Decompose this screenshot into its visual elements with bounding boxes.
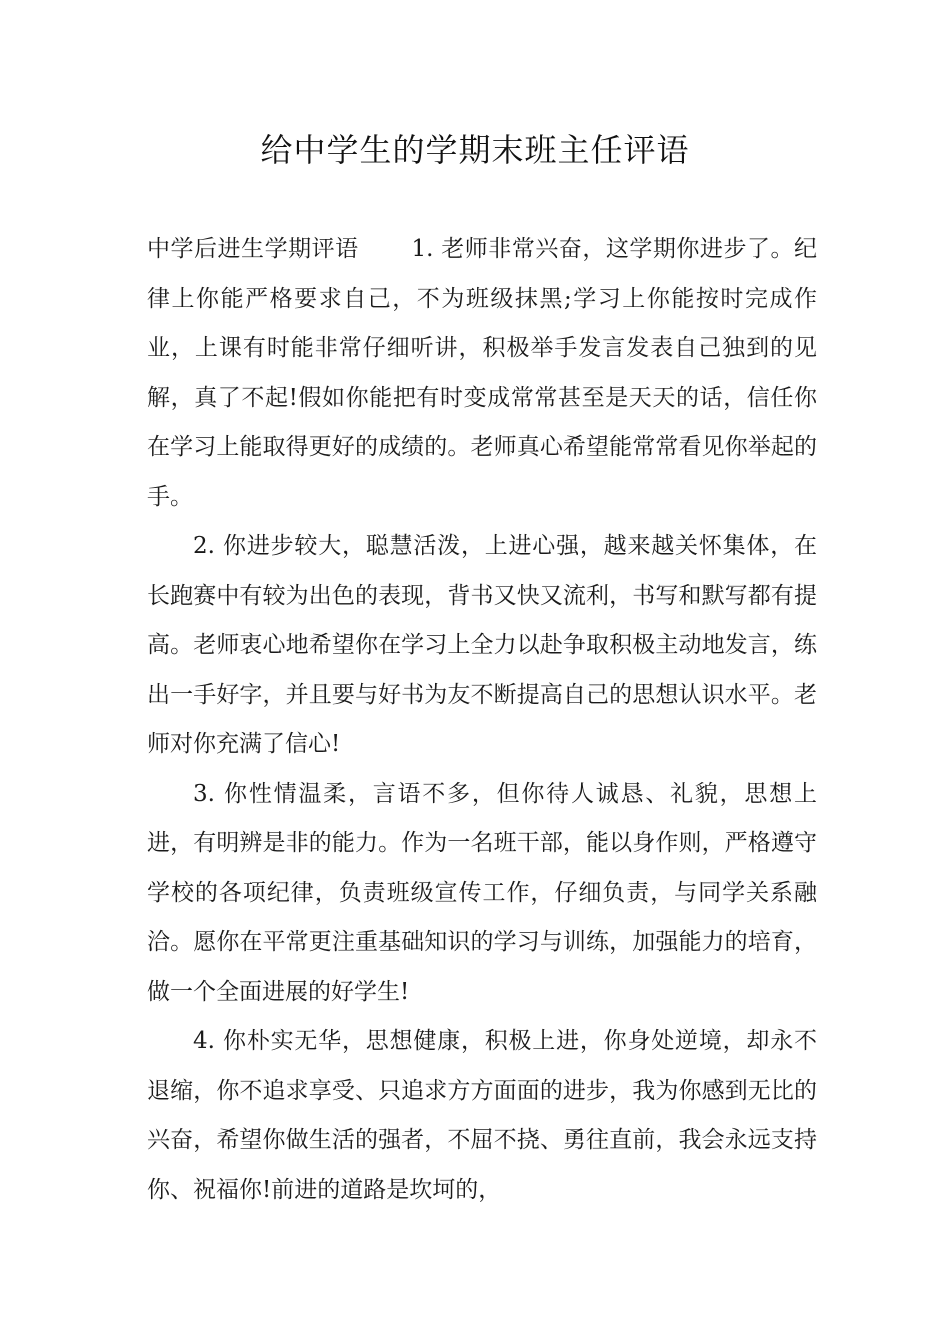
paragraph-2: 2. 你进步较大，聪慧活泼，上进心强，越来越关怀集体，在长跑赛中有较为出色的表现，背书又快又流利，书写和默写都有提高。老师衷心地希望你在学习上全力以赴争取积极主动地发言，练出一手好字，并且要与好书为友不断提高自己的思想认识水平。老师对你充满了信心! bbox=[147, 533, 817, 757]
intro-heading: 中学后进生学期评语 bbox=[147, 236, 359, 262]
paragraph-1-text: 1. 老师非常兴奋，这学期你进步了。纪律上你能严格要求自己，不为班级抹黑;学习上你能按时完成作业，上课有时能非常仔细听讲，积极举手发言发表自己独到的见解，真了不起!假如你能把有时变成常常甚至是天天的话，信任你在学习上能取得更好的成绩的。老师真心希望能常常看见你举起的手。 bbox=[147, 236, 817, 510]
paragraph-1 bbox=[147, 225, 817, 522]
document-body bbox=[147, 225, 817, 1215]
paragraph-3: 3. 你性情温柔，言语不多，但你待人诚恳、礼貌，思想上进，有明辨是非的能力。作为一名班干部，能以身作则，严格遵守学校的各项纪律，负责班级宣传工作，仔细负责，与同学关系融洽。愿你在平常更注重基础知识的学习与训练，加强能力的培育，做一个全面进展的好学生! bbox=[147, 780, 817, 1005]
document-title: 给中学生的学期末班主任评语 bbox=[260, 131, 690, 169]
paragraph-4: 4. 你朴实无华，思想健康，积极上进，你身处逆境，却永不退缩，你不追求享受、只追求方方面面的进步，我为你感到无比的兴奋，希望你做生活的强者，不屈不挠、勇往直前，我会永远支持你、祝福你!前进的道路是坎坷的， bbox=[147, 1028, 817, 1203]
